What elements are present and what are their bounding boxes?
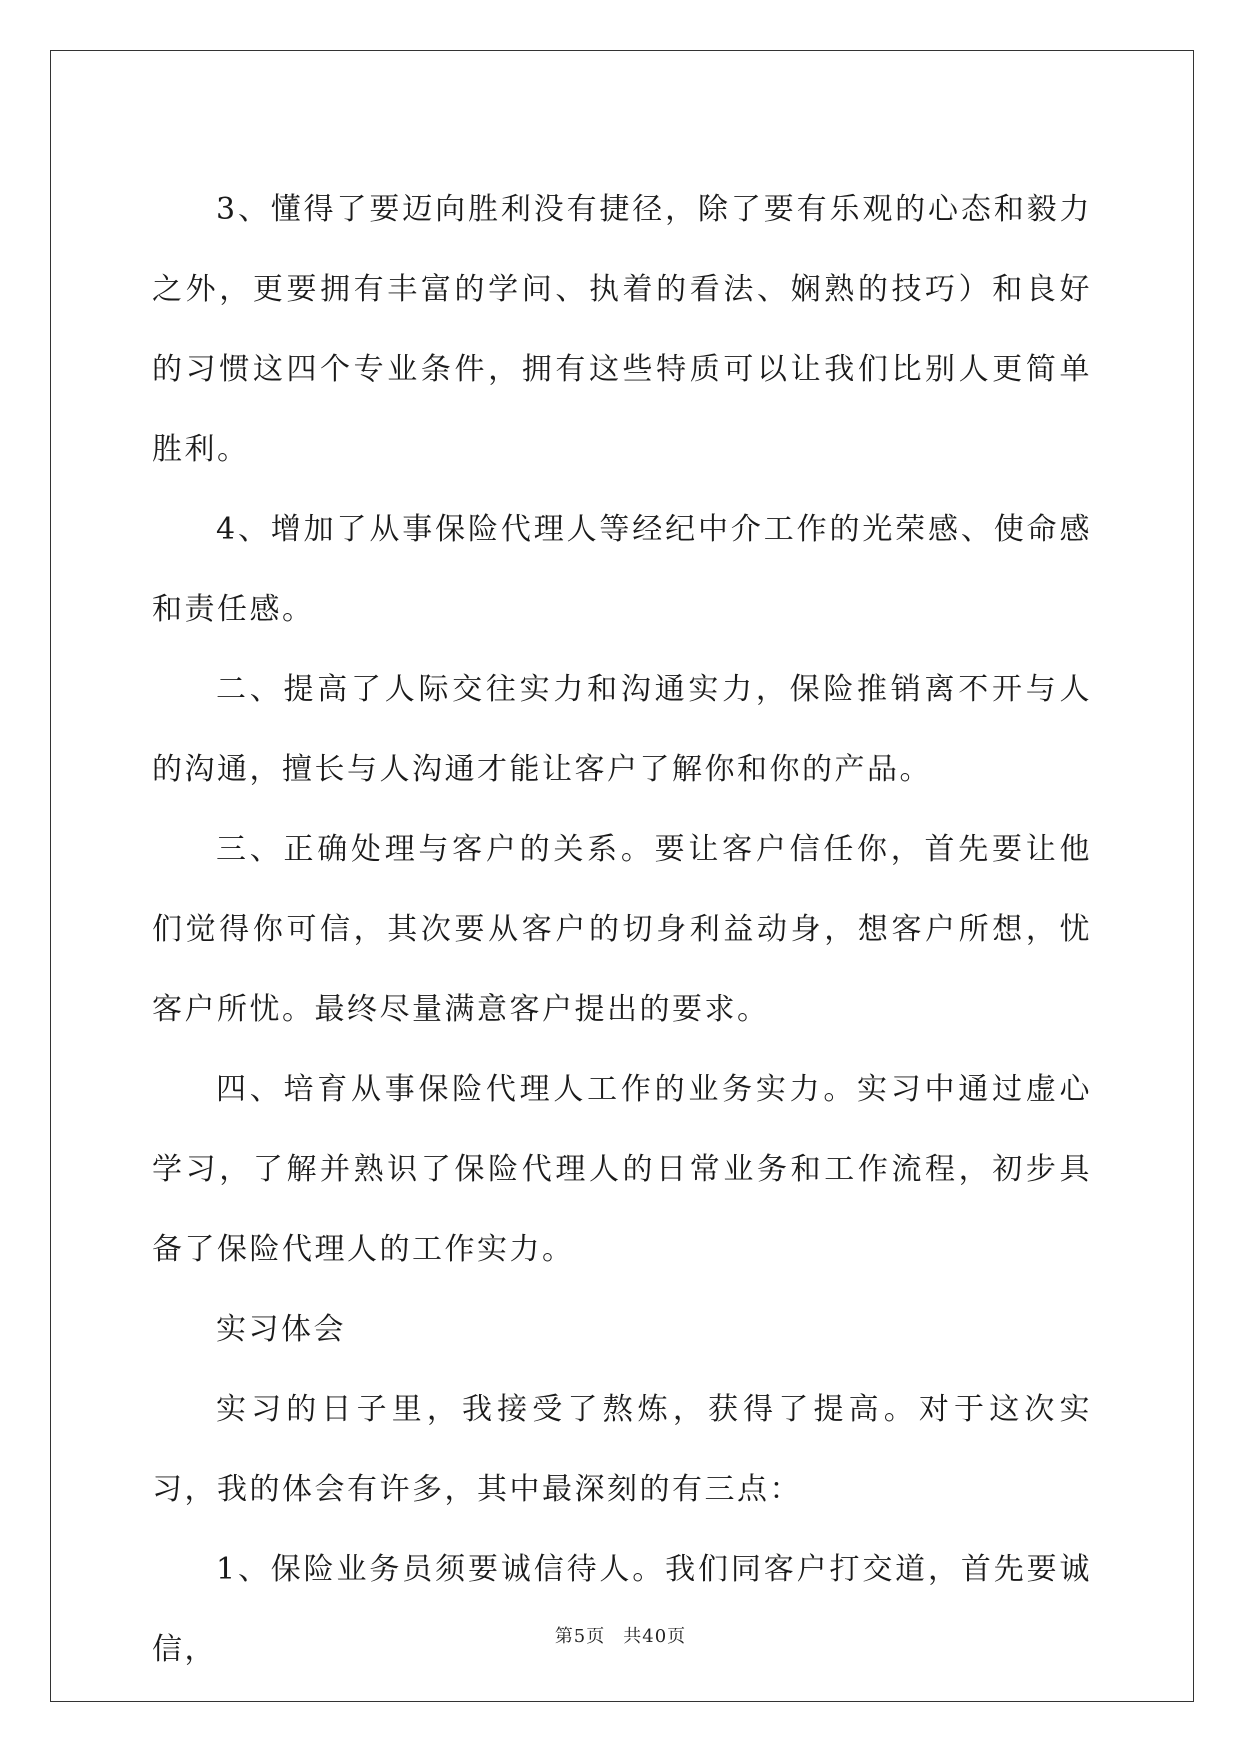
paragraph: 1、保险业务员须要诚信待人。我们同客户打交道，首先要诚信， xyxy=(152,1552,1092,1667)
document-body xyxy=(152,170,1092,1690)
page-total: 共40页 xyxy=(623,1626,687,1647)
paragraph: 3、懂得了要迈向胜利没有捷径，除了要有乐观的心态和毅力之外，更要拥有丰富的学问、执着的看法、娴熟的技巧）和良好的习惯这四个专业条件，拥有这些特质可以让我们比别人更简单胜利。 xyxy=(152,192,1092,467)
paragraph: 二、提高了人际交往实力和沟通实力，保险推销离不开与人的沟通，擅长与人沟通才能让客户了解你和你的产品。 xyxy=(152,672,1092,787)
page-footer xyxy=(0,1622,1241,1648)
paragraph: 4、增加了从事保险代理人等经纪中介工作的光荣感、使命感和责任感。 xyxy=(152,512,1092,627)
section-heading: 实习体会 xyxy=(216,1312,346,1347)
paragraph: 四、培育从事保险代理人工作的业务实力。实习中通过虚心学习，了解并熟识了保险代理人的日常业务和工作流程，初步具备了保险代理人的工作实力。 xyxy=(152,1072,1092,1267)
paragraph: 三、正确处理与客户的关系。要让客户信任你，首先要让他们觉得你可信，其次要从客户的切身利益动身，想客户所想，忧客户所忧。最终尽量满意客户提出的要求。 xyxy=(152,832,1092,1027)
page-number: 第5页 xyxy=(554,1626,606,1647)
paragraph: 实习的日子里，我接受了熬炼，获得了提高。对于这次实习，我的体会有许多，其中最深刻的有三点： xyxy=(152,1392,1092,1507)
